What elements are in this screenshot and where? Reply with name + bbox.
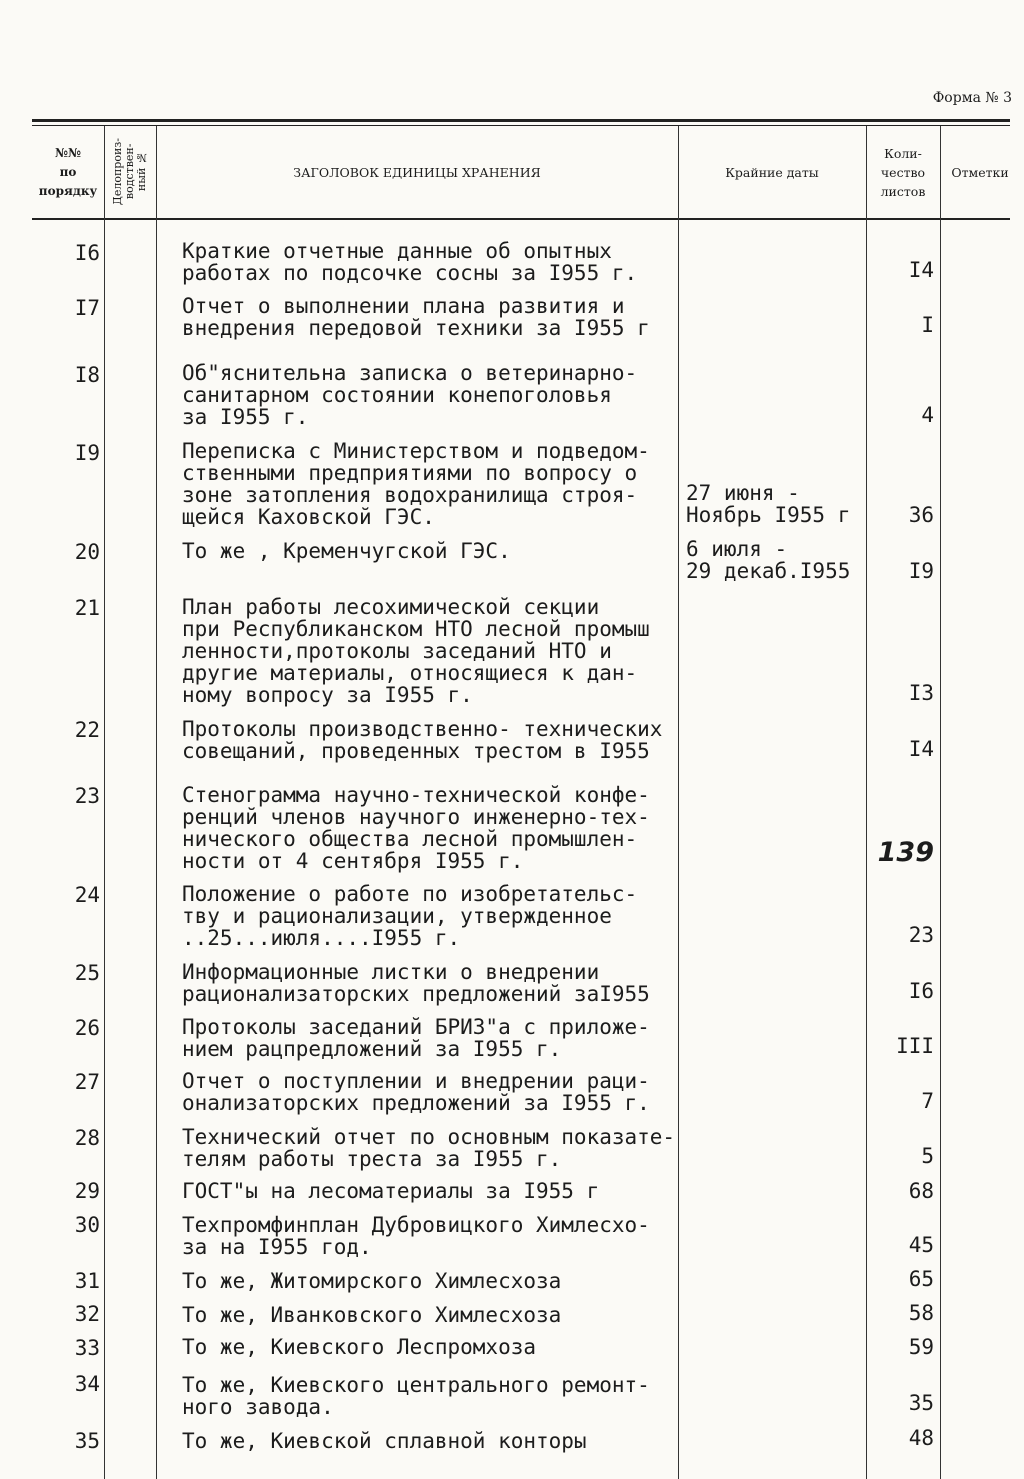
row-title: Краткие отчетные данные об опытных работах по подсочке сосны за I955 г.: [182, 239, 638, 285]
row-sheet-count: 59: [908, 1335, 934, 1359]
row-sheet-count: I: [921, 313, 934, 337]
row-title: План работы лесохимической секции при Республиканском НТО лесной промыш ленности,протоколы заседаний НТО и другие материалы, относящиеся к дан- ному вопросу за I955 г.: [182, 595, 650, 707]
row-title: Стенограмма научно-технической конфе- ренций членов научного инженерно-тех- нического общества лесной промышлен- ности от 4 сентября I955 г.: [182, 783, 650, 873]
row-sheet-count: I6: [908, 979, 934, 1003]
row-sheet-count: III: [896, 1034, 934, 1058]
row-title: Отчет о поступлении и внедрении раци- онализаторских предложений за I955 г.: [182, 1069, 650, 1115]
row-sheet-count: 58: [908, 1301, 934, 1325]
row-number: I7: [74, 296, 100, 320]
row-title: То же, Иванковского Химлесхоза: [182, 1303, 562, 1327]
row-title: То же, Киевского центрального ремонт- ного завода.: [182, 1373, 650, 1419]
row-number: 24: [74, 883, 100, 907]
row-number: 31: [74, 1269, 100, 1293]
row-sheet-count: 36: [908, 503, 934, 527]
row-number: I8: [74, 363, 100, 387]
row-sheet-count: I4: [908, 737, 934, 761]
row-number: I6: [74, 241, 100, 265]
header-office-number-text: Делопроиз- водствен- ный №: [111, 138, 148, 206]
header-title: [156, 126, 678, 218]
row-number: 20: [74, 540, 100, 564]
row-number: 21: [74, 596, 100, 620]
column-divider-5: [940, 126, 941, 1479]
row-title: Положение о работе по изобретательс- тву и рационализации, утвержденное ..25...июля....I955 г.: [182, 882, 638, 950]
row-number: 33: [74, 1336, 100, 1360]
row-sheet-count: 23: [908, 923, 934, 947]
row-number: 32: [74, 1302, 100, 1326]
row-sheet-count: 48: [908, 1426, 934, 1450]
row-title: Информационные листки о внедрении рационализаторских предложений заI955: [182, 960, 650, 1006]
column-divider-1: [104, 126, 105, 1479]
row-title: Технический отчет по основным показате- телям работы треста за I955 г.: [182, 1125, 676, 1171]
header-dates: [678, 126, 866, 218]
row-number: 23: [74, 784, 100, 808]
header-title-text: ЗАГОЛОВОК ЕДИНИЦЫ ХРАНЕНИЯ: [293, 164, 541, 180]
row-sheet-count: 5: [921, 1144, 934, 1168]
row-sheet-count: 7: [921, 1089, 934, 1113]
row-number: 25: [74, 961, 100, 985]
row-number: 30: [74, 1213, 100, 1237]
row-title: То же , Кременчугской ГЭС.: [182, 539, 511, 563]
header-office-number: [104, 126, 156, 218]
row-title: Протоколы заседаний БРИЗ"а с приложе- нием рацпредложений за I955 г.: [182, 1015, 650, 1061]
row-number: 26: [74, 1016, 100, 1040]
header-number-text: №№ по порядку: [38, 145, 98, 198]
row-title: То же, Киевского Леспромхоза: [182, 1335, 537, 1359]
row-sheet-count: 45: [908, 1233, 934, 1257]
row-sheet-count: 35: [908, 1391, 934, 1415]
row-title: Об"яснительна записка о ветеринарно- санитарном состоянии конепоголовья за I955 г.: [182, 361, 638, 429]
column-divider-4: [866, 126, 867, 1479]
row-title: ГОСТ"ы на лесоматериалы за I955 г: [182, 1179, 600, 1203]
row-title: Переписка с Министерством и подведом- ственными предприятиями по вопросу о зоне затопления водохранилища строя- щейся Каховской ГЭС.: [182, 439, 650, 529]
row-sheet-count: 68: [908, 1179, 934, 1203]
header-dates-text: Крайние даты: [725, 164, 819, 180]
row-dates: 27 июня - Ноябрь I955 г: [686, 481, 851, 527]
header-sheets-text: Коли- чество листов: [880, 145, 926, 199]
header-number: [32, 126, 104, 218]
header-sheets: [866, 126, 940, 218]
header-notes-text: Отметки: [951, 164, 1009, 180]
row-sheet-count-handwritten: 139: [877, 837, 934, 868]
header-top-rule: [32, 119, 1010, 122]
row-title: То же, Житомирского Химлесхоза: [182, 1269, 562, 1293]
row-sheet-count: 65: [908, 1267, 934, 1291]
header-notes: [940, 126, 1020, 218]
row-title: То же, Киевской сплавной конторы: [182, 1429, 587, 1453]
row-sheet-count: I3: [908, 681, 934, 705]
row-number: 27: [74, 1070, 100, 1094]
row-dates: 6 июля - 29 декаб.I955: [686, 537, 851, 583]
row-number: 34: [74, 1372, 100, 1396]
row-number: 22: [74, 718, 100, 742]
row-number: 35: [74, 1429, 100, 1453]
row-sheet-count: 4: [921, 403, 934, 427]
row-sheet-count: I9: [908, 559, 934, 583]
row-title: Протоколы производственно- технических совещаний, проведенных трестом в I955: [182, 717, 663, 763]
row-title: Техпромфинплан Дубровицкого Химлесхо- за на I955 год.: [182, 1213, 650, 1259]
row-title: Отчет о выполнении плана развития и внедрения передовой техники за I955 г: [182, 294, 650, 340]
row-number: 29: [74, 1179, 100, 1203]
form-number-label: Форма № 3: [932, 90, 1012, 106]
row-number: I9: [74, 441, 100, 465]
column-divider-2: [156, 126, 157, 1479]
row-sheet-count: I4: [908, 258, 934, 282]
header-bottom-rule: [32, 218, 1010, 220]
row-number: 28: [74, 1126, 100, 1150]
